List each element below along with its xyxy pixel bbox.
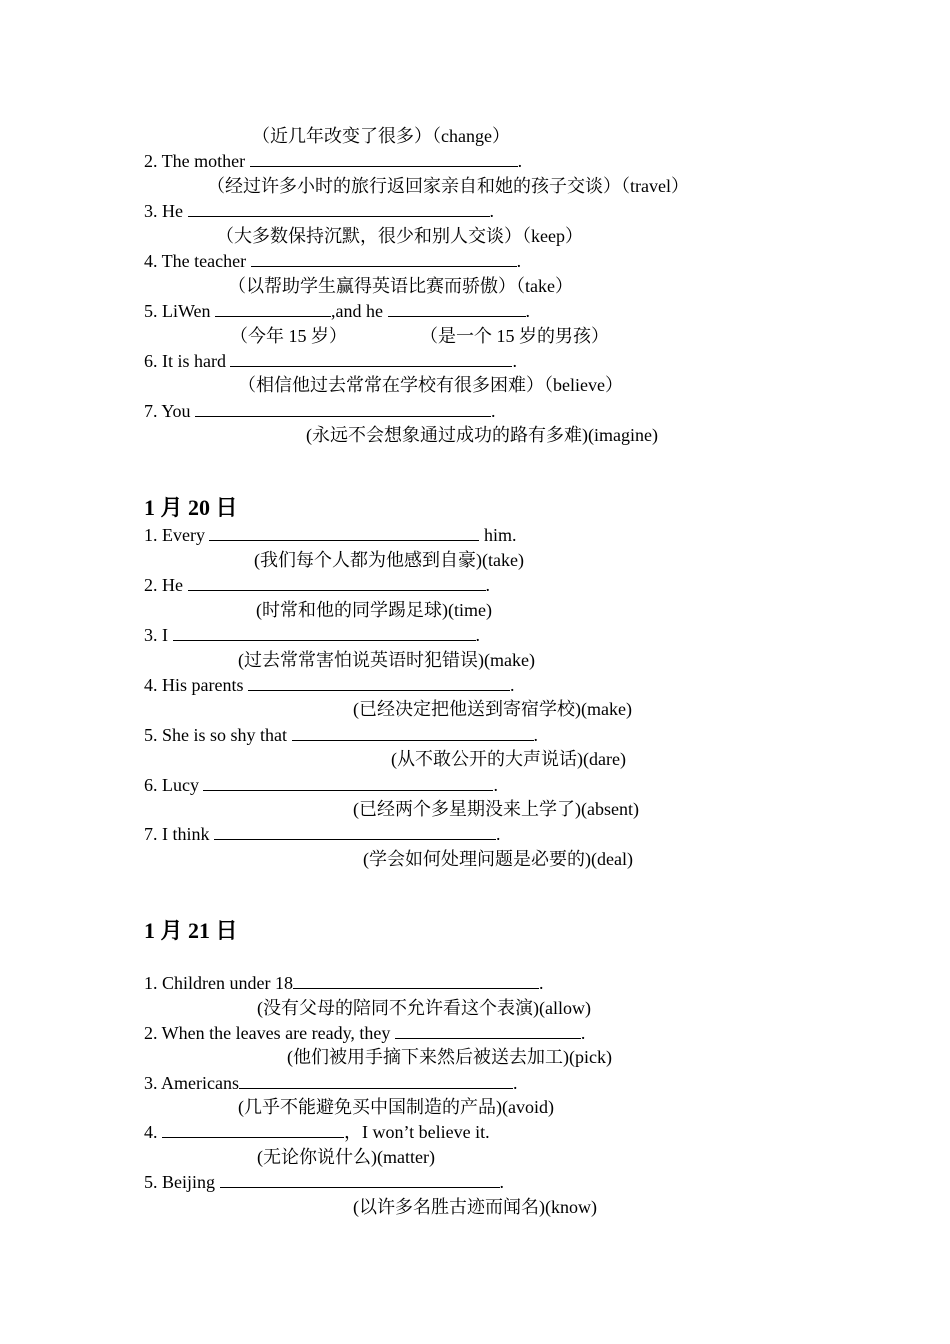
item-suffix: . [538,973,544,993]
exercise-item [144,674,514,696]
item-suffix: . [512,351,517,371]
exercise-item [144,724,538,746]
answer-blank[interactable] [203,776,493,791]
item-mid: ,and he [331,301,388,321]
item-prefix: 2. He [144,575,188,595]
answer-blank[interactable] [195,402,491,417]
item-suffix: . [517,151,523,171]
answer-blank[interactable] [173,626,476,641]
answer-blank[interactable] [239,1074,513,1089]
item-prefix: 1. Children under 18 [144,973,293,993]
hint-line: (学会如何处理问题是必要的)(deal) [363,849,633,869]
exercise-item [144,1171,504,1193]
section-date-heading: 1 月 20 日 [144,495,238,520]
answer-blank[interactable] [209,526,479,541]
item-suffix: . [489,201,494,221]
item-prefix: 2. The mother [144,151,250,171]
answer-blank[interactable] [162,1123,344,1138]
item-prefix: 7. I think [144,824,214,844]
answer-blank[interactable] [248,676,510,691]
answer-blank[interactable] [214,825,496,840]
hint-line: （经过许多小时的旅行返回家亲自和她的孩子交谈）（travel） [207,176,689,196]
hint-line: (无论你说什么)(matter) [257,1147,435,1167]
hint-line: (没有父母的陪同不允许看这个表演)(allow) [257,998,591,1018]
hint-line: （近几年改变了很多）（change） [252,126,510,146]
item-suffix: . [496,824,501,844]
answer-blank[interactable] [388,302,526,317]
exercise-item [144,300,530,322]
answer-blank[interactable] [395,1024,581,1039]
answer-blank[interactable] [292,726,534,741]
item-prefix: 6. Lucy [144,775,204,795]
answer-blank[interactable] [220,1173,500,1188]
hint-line: （相信他过去常常在学校有很多困难）（believe） [238,375,623,395]
exercise-item [144,200,494,222]
item-prefix: 3. Americans [144,1073,239,1093]
item-suffix: . [509,675,515,695]
hint-line: (从不敢公开的大声说话)(dare) [391,749,626,769]
hint-line: （今年 15 岁） [230,326,347,346]
item-prefix: 2. When the leaves are ready, they [144,1023,395,1043]
item-prefix: 5. Beijing [144,1172,220,1192]
exercise-item [144,972,543,994]
item-suffix: him. [479,525,517,545]
hint-line: (他们被用手摘下来然后被送去加工)(pick) [287,1047,612,1067]
item-prefix: 1. Every [144,525,210,545]
item-prefix: 5. LiWen [144,301,216,321]
exercise-item [144,1072,517,1094]
exercise-item [144,624,480,646]
item-suffix: . [533,725,539,745]
item-prefix: 3. He [144,201,188,221]
answer-blank[interactable] [230,352,512,367]
item-prefix: 4. His parents [144,675,248,695]
item-suffix: . [493,775,498,795]
item-prefix: 6. It is hard [144,351,231,371]
answer-blank[interactable] [188,202,490,217]
hint-line: (我们每个人都为他感到自豪)(take) [254,550,524,570]
answer-blank[interactable] [188,576,486,591]
hint-line: （是一个 15 岁的男孩） [420,326,609,346]
answer-blank[interactable] [250,152,518,167]
section-date-heading: 1 月 21 日 [144,918,238,943]
item-suffix: . [485,575,490,595]
hint-line: （以帮助学生赢得英语比赛而骄傲）（take） [228,276,573,296]
item-suffix: . [491,401,496,421]
exercise-item [144,574,490,596]
exercise-item [144,823,501,845]
item-suffix: . [499,1172,504,1192]
item-prefix: 3. I [144,625,173,645]
item-suffix: . [475,625,480,645]
hint-line: (已经两个多星期没来上学了)(absent) [353,799,639,819]
hint-line: (以许多名胜古迹而闻名)(know) [353,1197,597,1217]
exercise-item [144,350,517,372]
item-suffix: . [580,1023,586,1043]
item-prefix: 4. The teacher [144,251,251,271]
exercise-item [144,150,522,172]
item-prefix: 4. [144,1122,162,1142]
item-suffix: . [516,251,522,271]
answer-blank[interactable] [215,302,331,317]
answer-blank[interactable] [251,252,517,267]
item-suffix: . [512,1073,518,1093]
hint-line: (过去常常害怕说英语时犯错误)(make) [238,650,535,670]
hint-line: （大多数保持沉默，很少和别人交谈）（keep） [216,226,583,246]
item-prefix: 5. She is so shy that [144,725,292,745]
hint-line: (几乎不能避免买中国制造的产品)(avoid) [238,1097,554,1117]
exercise-item [144,1022,585,1044]
item-prefix: 7. You [144,401,196,421]
hint-line: (时常和他的同学踢足球)(time) [256,600,492,620]
exercise-item [144,774,498,796]
exercise-item [144,1121,490,1143]
exercise-item [144,250,521,272]
item-suffix: ，I won’t believe it. [344,1122,490,1142]
exercise-item [144,524,517,546]
hint-line: (已经决定把他送到寄宿学校)(make) [353,699,632,719]
exercise-item [144,400,496,422]
hint-line: (永远不会想象通过成功的路有多难)(imagine) [306,425,658,445]
answer-blank[interactable] [293,974,539,989]
item-suffix: . [525,301,531,321]
